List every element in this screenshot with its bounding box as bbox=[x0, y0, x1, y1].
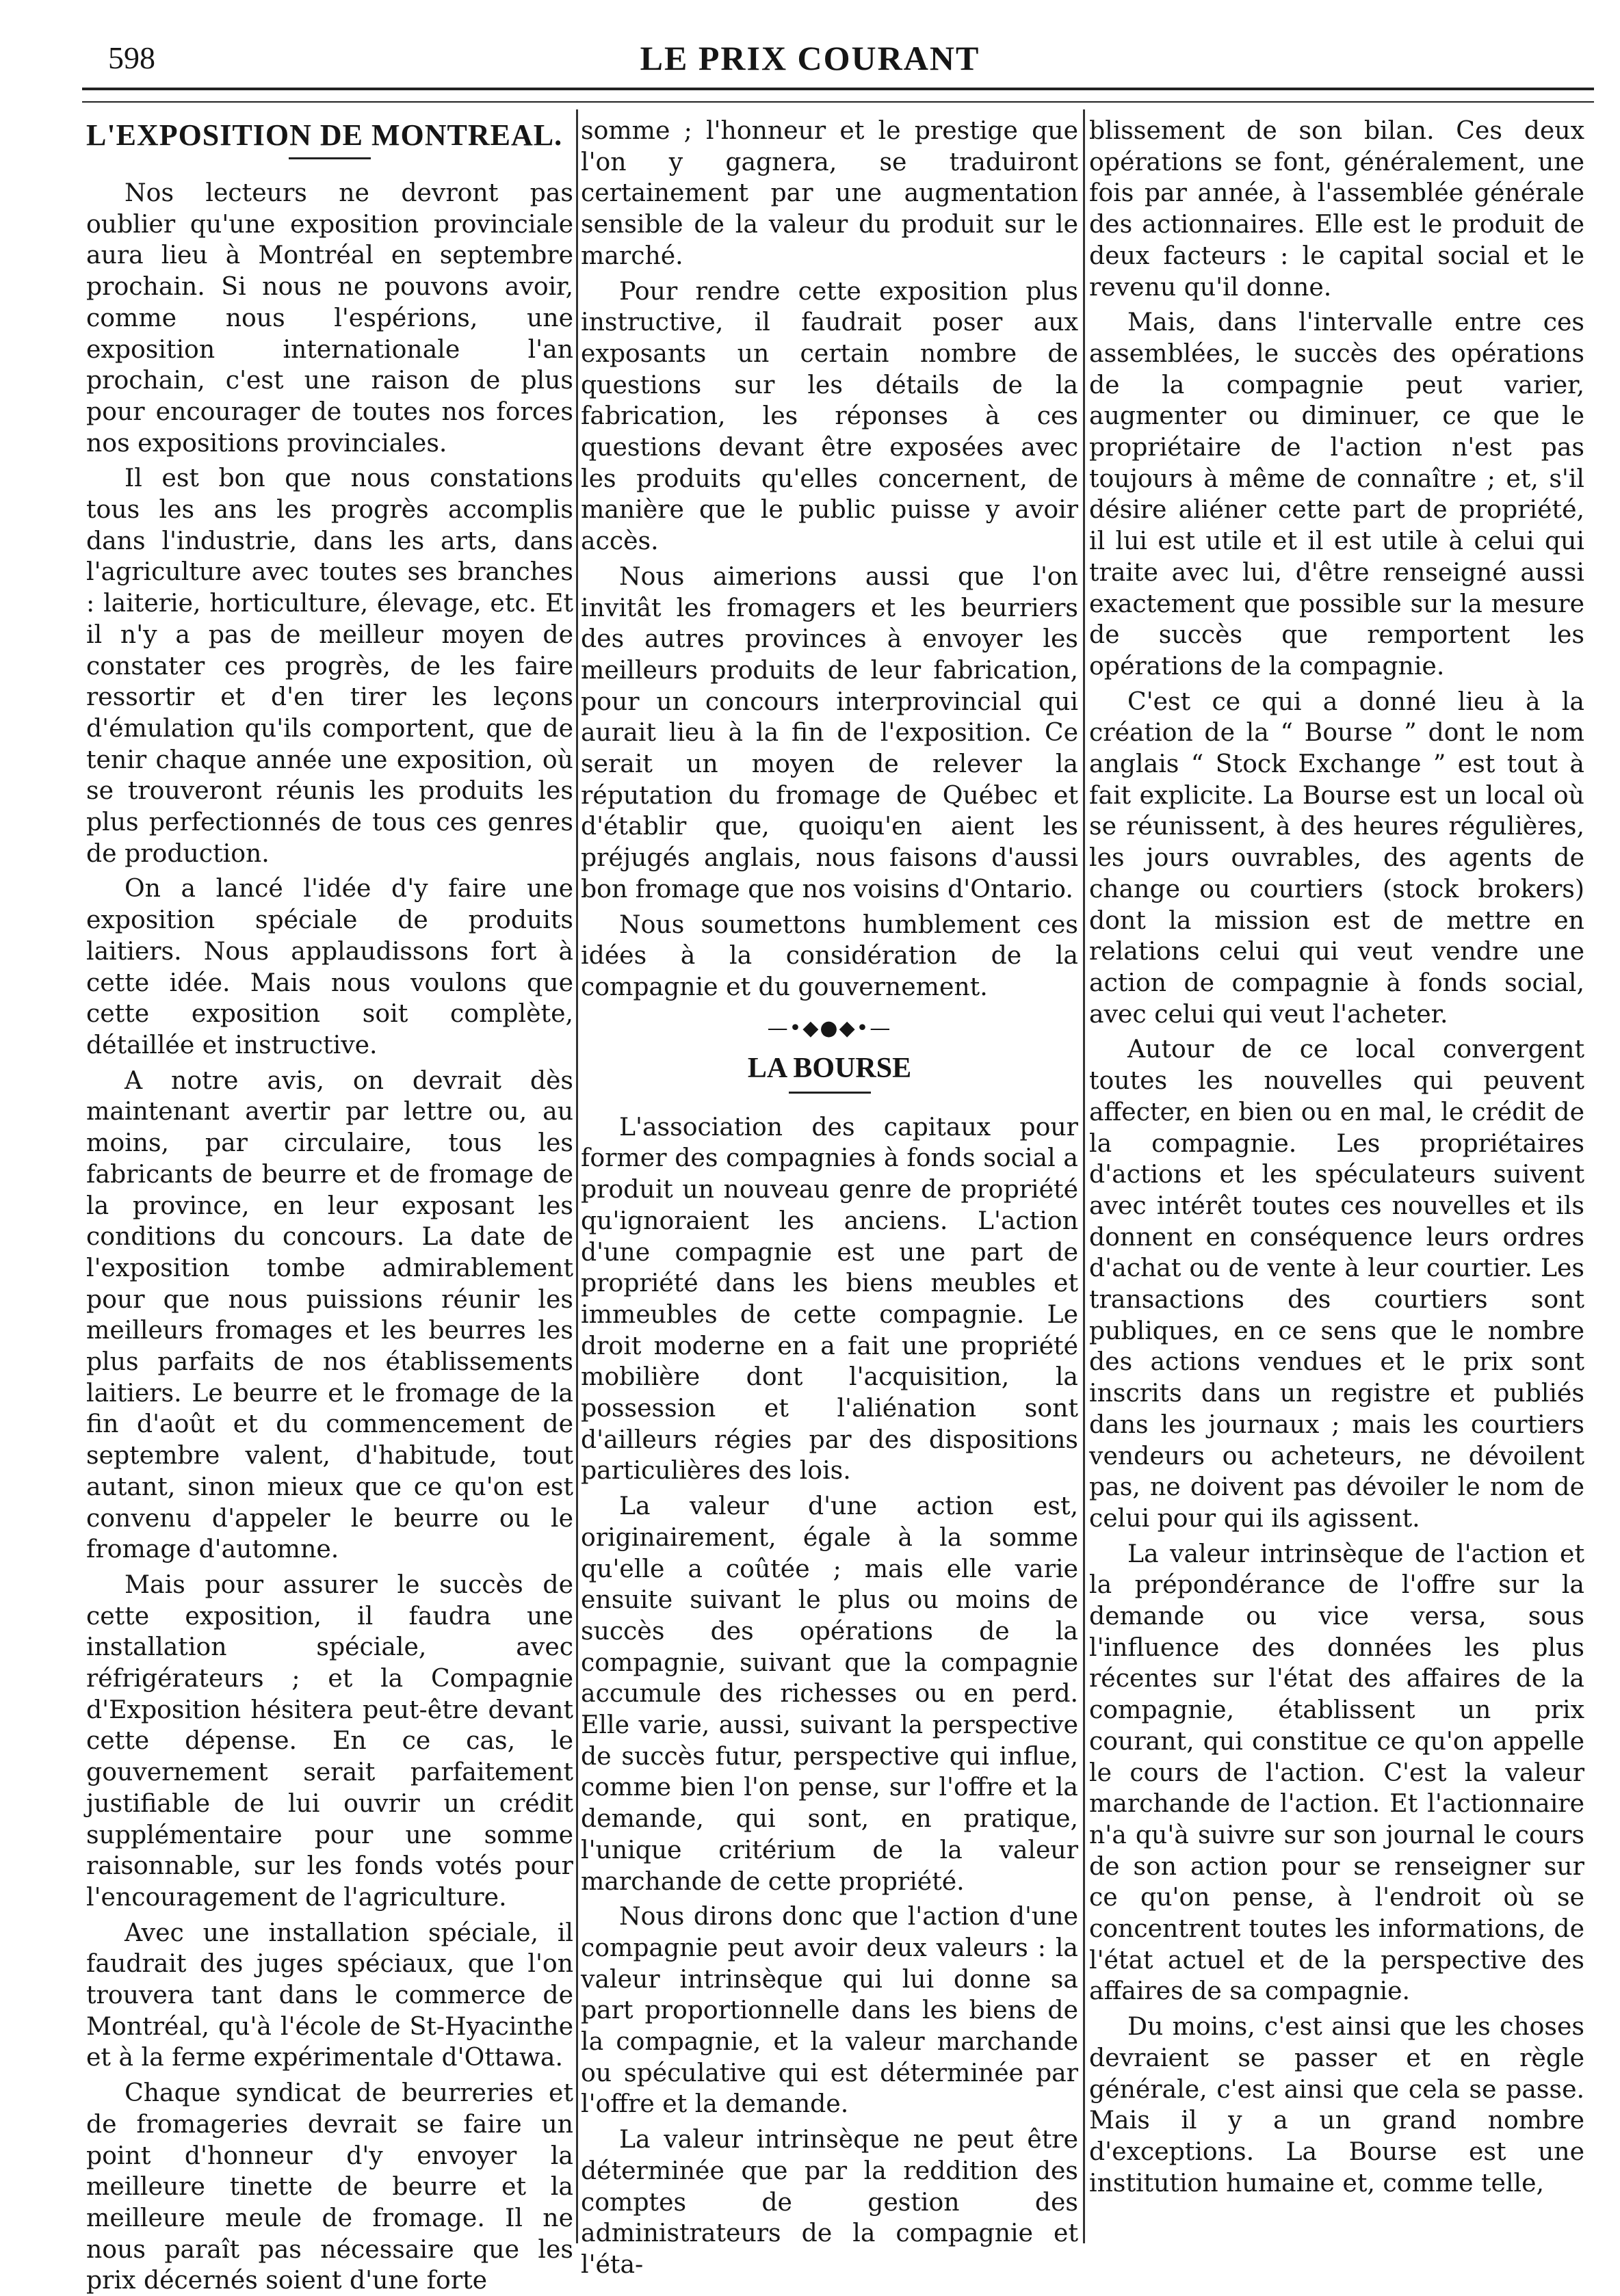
paragraph: Autour de ce local convergent toutes les nouvelles qui peuvent affecter, en bien ou en mal, le crédit de la compagnie. Les propriétaires d'actions et les spéculateurs suivent avec intérêt toutes ces nouvelles et ils donnent en conséquence leurs ordres d'achat ou de vente à leur courtier. Les transactions des courtiers sont publiques, en ce sens que le nombre des actions vendues et le prix sont inscrits dans un registre et publiés dans les journaux ; mais les courtiers vendeurs ou acheteurs, ne dévoilent pas, ne doivent pas dévoiler le nom de celui pour qui ils agissent. bbox=[1089, 1034, 1584, 1533]
section-ornament: —•◆●◆•— bbox=[767, 1016, 892, 1040]
paragraph: C'est ce qui a donné lieu à la création de la “ Bourse ” dont le nom anglais “ Stock Exchange ” est tout à fait explicite. La Bourse est un local où se réunissent, à des heures régulières, les jours ouvrables, des agents de change ou courtiers (stock brokers) dont la mission est de mettre en relations celui qui veut vendre une action de compagnie à fonds social, avec celui qui veut l'acheter. bbox=[1089, 686, 1584, 1029]
paragraph: Pour rendre cette exposition plus instructive, il faudrait poser aux exposants un certain nombre de questions sur les détails de la fabrication, les réponses à ces questions devant être exposées avec les produits qu'elles concernent, de manière que le public puisse y avoir accès. bbox=[581, 276, 1078, 556]
paragraph: Mais, dans l'intervalle entre ces assemblées, le succès des opérations de la compagnie peut varier, augmenter ou diminuer, ce que le propriétaire de l'action n'est pas toujours à même de connaître ; et, s'il désire aliéner cette part de propriété, il lui est utile et il est utile à celui qui traite avec lui, d'être renseigné aussi exactement que possible sur la mesure de succès que remportent les opérations de la compagnie. bbox=[1089, 307, 1584, 681]
paragraph: La valeur intrinsèque ne peut être déterminée que par la reddition des comptes de gestion des administrateurs de la compagnie et l'éta- bbox=[581, 2124, 1078, 2279]
paragraph: L'association des capitaux pour former des compagnies à fonds social a produit un nouveau genre de propriété qu'ignoraient les anciens. L'action d'une compagnie est une part de propriété dans les biens meubles et immeubles de cette compagnie. Le droit moderne en a fait une propriété mobilière dont l'acquisition, la possession et l'aliénation sont d'ailleurs régies par des dispositions particulières des lois. bbox=[581, 1111, 1078, 1486]
paragraph: A notre avis, on devrait dès maintenant avertir par lettre ou, au moins, par circulaire, tous les fabricants de beurre et de fromage de la province, en leur exposant les conditions du concours. La date de l'exposition tombe admirablement pour que nous puissions réunir les meilleurs fromages et les beurres les plus parfaits de nos établissements laitiers. Le beurre et le fromage de la fin d'août et du commencement de septembre valent, d'habitude, tout autant, sinon mieux que ce qu'on est convenu d'appeler le beurre ou le fromage d'automne. bbox=[86, 1065, 573, 1564]
page-number: 598 bbox=[108, 40, 155, 75]
header-rule-thin bbox=[82, 101, 1594, 103]
paragraph: Nos lecteurs ne devront pas oublier qu'une exposition provinciale aura lieu à Montréal en septembre prochain. Si nous ne pouvons avoir, comme nous l'espérions, une exposition internationale l'an prochain, c'est une raison de plus pour encourager de toutes nos forces nos expositions provinciales. bbox=[86, 178, 573, 458]
column-2 bbox=[581, 115, 1078, 2279]
journal-title: LE PRIX COURANT bbox=[640, 39, 980, 77]
paragraph: On a lancé l'idée d'y faire une exposition spéciale de produits laitiers. Nous applaudissons fort à cette idée. Mais nous voulons que cette exposition soit complète, détaillée et instructive. bbox=[86, 873, 573, 1059]
column-3 bbox=[1089, 115, 1584, 2242]
paragraph: Nous dirons donc que l'action d'une compagnie peut avoir deux valeurs : la valeur intrinsèque qui lui donne sa part proportionnelle dans les biens de la compagnie, et la valeur marchande ou spéculative qui est déterminée par l'offre et la demande. bbox=[581, 1901, 1078, 2119]
paragraph: Mais pour assurer le succès de cette exposition, il faudra une installation spéciale, avec réfrigérateurs ; et la Compagnie d'Exposition hésitera peut-être devant cette dépense. En ce cas, le gouvernement serait parfaitement justifiable de lui ouvrir un crédit supplémentaire pour une somme raisonnable, sur les fonds votés pour l'encouragement de l'agriculture. bbox=[86, 1569, 573, 1912]
paragraph: Nous soumettons humblement ces idées à la considération de la compagnie et du gouvernement. bbox=[581, 909, 1078, 1001]
column-divider bbox=[1083, 109, 1085, 2243]
paragraph: Avec une installation spéciale, il faudrait des juges spéciaux, que l'on trouvera tant dans le commerce de Montréal, qu'à l'école de St-Hyacinthe et à la ferme expérimentale d'Ottawa. bbox=[86, 1917, 573, 2072]
column-1 bbox=[86, 115, 573, 2295]
article-title-exposition: L'EXPOSITION DE MONTREAL. bbox=[86, 118, 563, 152]
paragraph: blissement de son bilan. Ces deux opérations se font, généralement, une fois par année, à l'assemblée générale des actionnaires. Elle est le produit de deux facteurs : le capital social et le revenu qu'il donne. bbox=[1089, 116, 1584, 302]
paragraph: Nous aimerions aussi que l'on invitât les fromagers et les beurriers des autres provinces à envoyer les meilleurs produits de leur fabrication, pour un concours interprovincial qui aurait lieu à la fin de l'exposition. Ce serait un moyen de relever la réputation du fromage de Québec et d'établir que, quoiqu'en aient les préjugés anglais, nous faisons d'aussi bon fromage que nos voisins d'Ontario. bbox=[581, 561, 1078, 903]
paragraph: La valeur intrinsèque de l'action et la prépondérance de l'offre sur la demande ou vice versa, sous l'influence des données les plus récentes sur l'état des affaires de la compagnie, établissent un prix courant, qui constitue ce qu'on appelle le cours de l'action. C'est la valeur marchande de l'action. Et l'actionnaire n'a qu'à suivre sur son journal le cours de son action pour se renseigner sur ce qu'on pense, à l'endroit où se concentrent toutes les informations, de l'état actuel et de la perspective des affaires de sa compagnie. bbox=[1089, 1538, 1584, 2006]
article-title-bourse: LA BOURSE bbox=[747, 1052, 912, 1084]
paragraph: La valeur d'une action est, originairement, égale à la somme qu'elle a coûtée ; mais elle varie ensuite suivant le plus ou moins de succès des opérations de la compagnie, suivant que la compagnie accumule des richesses ou en perd. Elle varie, aussi, suivant la perspective de succès futur, perspective qui influe, comme bien l'on pense, sur l'offre et la demande, qui sont, en pratique, l'unique critérium de la valeur marchande de cette propriété. bbox=[581, 1491, 1078, 1896]
column-divider bbox=[576, 109, 578, 2243]
paragraph: Du moins, c'est ainsi que les choses devraient se passer et en règle générale, c'est ainsi que cela se passe. Mais il y a un grand nombre d'exceptions. La Bourse est une institution humaine et, comme telle, bbox=[1089, 2011, 1584, 2198]
title-rule bbox=[289, 157, 371, 159]
title-rule bbox=[789, 1092, 871, 1094]
header-rule bbox=[82, 88, 1594, 90]
paragraph: Il est bon que nous constations tous les ans les progrès accomplis dans l'industrie, dans les arts, dans l'agriculture avec toutes ses branches : laiterie, horticulture, élevage, etc. Et il n'y a pas de meilleur moyen de constater ces progrès, de les faire ressortir et d'en tirer les leçons d'émulation qu'ils comportent, que de tenir chaque année une exposition, où se trouveront réunis les produits les plus perfectionnés de tous ces genres de production. bbox=[86, 463, 573, 868]
paragraph: somme ; l'honneur et le prestige que l'on y gagnera, se traduiront certainement par une augmentation sensible de la valeur du produit sur le marché. bbox=[581, 116, 1078, 270]
paragraph: Chaque syndicat de beurreries et de fromageries devrait se faire un point d'honneur d'y envoyer la meilleure tinette de beurre et la meilleure meule de fromage. Il ne nous paraît pas nécessaire que les prix décernés soient d'une forte bbox=[86, 2078, 573, 2295]
